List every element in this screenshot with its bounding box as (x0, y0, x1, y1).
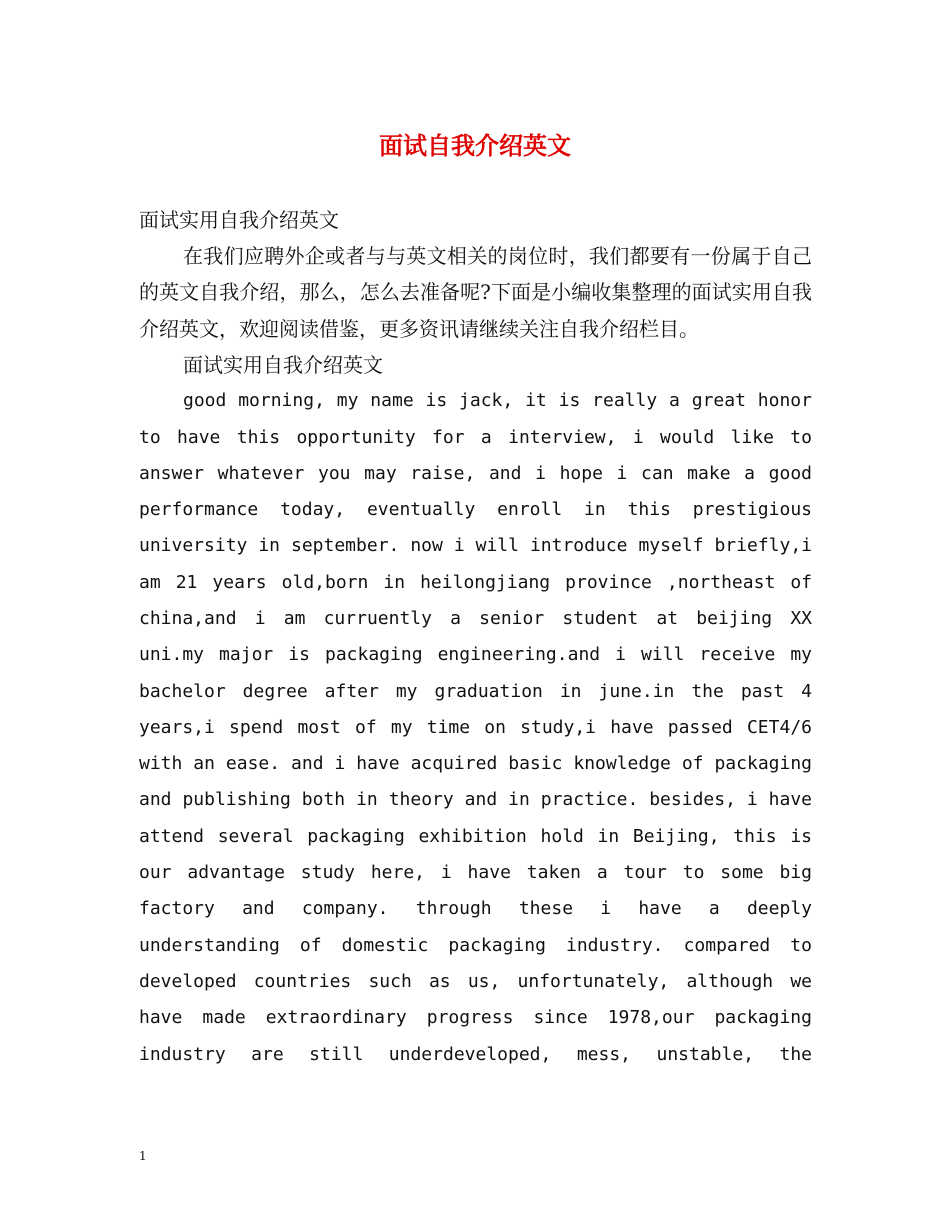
body-line: university in september. now i will introduce myself briefly,i (139, 535, 812, 557)
body-line: our advantage study here, i have taken a tour to some big (139, 862, 812, 884)
body-line: uni.my major is packaging engineering.and i will receive my (139, 644, 812, 666)
body-line: bachelor degree after my graduation in june.in the past 4 (139, 680, 812, 702)
body-line: factory and company. through these i have a deeply (139, 898, 812, 920)
body-line: good morning, my name is jack, it is really a great honor (183, 390, 812, 412)
sub-heading: 面试实用自我介绍英文 (183, 353, 383, 378)
body-line: with an ease. and i have acquired basic knowledge of packaging (139, 753, 812, 775)
body-line: years,i spend most of my time on study,i have passed CET4/6 (139, 716, 812, 738)
document-title: 面试自我介绍英文 (379, 132, 571, 160)
body-line: understanding of domestic packaging industry. compared to (139, 934, 812, 956)
page-number: 1 (139, 1149, 147, 1163)
document-body (139, 202, 812, 1073)
body-line: to have this opportunity for a interview, i would like to (139, 426, 812, 448)
body-line: performance today, eventually enroll in this prestigious (139, 499, 812, 521)
body-line: developed countries such as us, unfortunately, although we (139, 970, 812, 992)
body-line: industry are still underdeveloped, mess, unstable, the (139, 1043, 812, 1065)
body-line: and publishing both in theory and in practice. besides, i have (139, 789, 812, 811)
intro-paragraph: 在我们应聘外企或者与与英文相关的岗位时，我们都要有一份属于自己的英文自我介绍，那么，怎么去准备呢?下面是小编收集整理的面试实用自我介绍英文，欢迎阅读借鉴，更多资讯请继续关注自我介绍栏目。 (139, 244, 812, 341)
body-line: china,and i am curruently a senior student at beijing XX (139, 608, 812, 629)
body-line: have made extraordinary progress since 1978,our packaging (139, 1007, 812, 1029)
body-line: answer whatever you may raise, and i hope i can make a good (139, 462, 812, 484)
body-line: am 21 years old,born in heilongjiang province ,northeast of (139, 571, 812, 593)
section-heading: 面试实用自我介绍英文 (139, 208, 339, 232)
english-introduction (139, 383, 812, 1073)
body-line: attend several packaging exhibition hold in Beijing, this is (139, 825, 812, 847)
